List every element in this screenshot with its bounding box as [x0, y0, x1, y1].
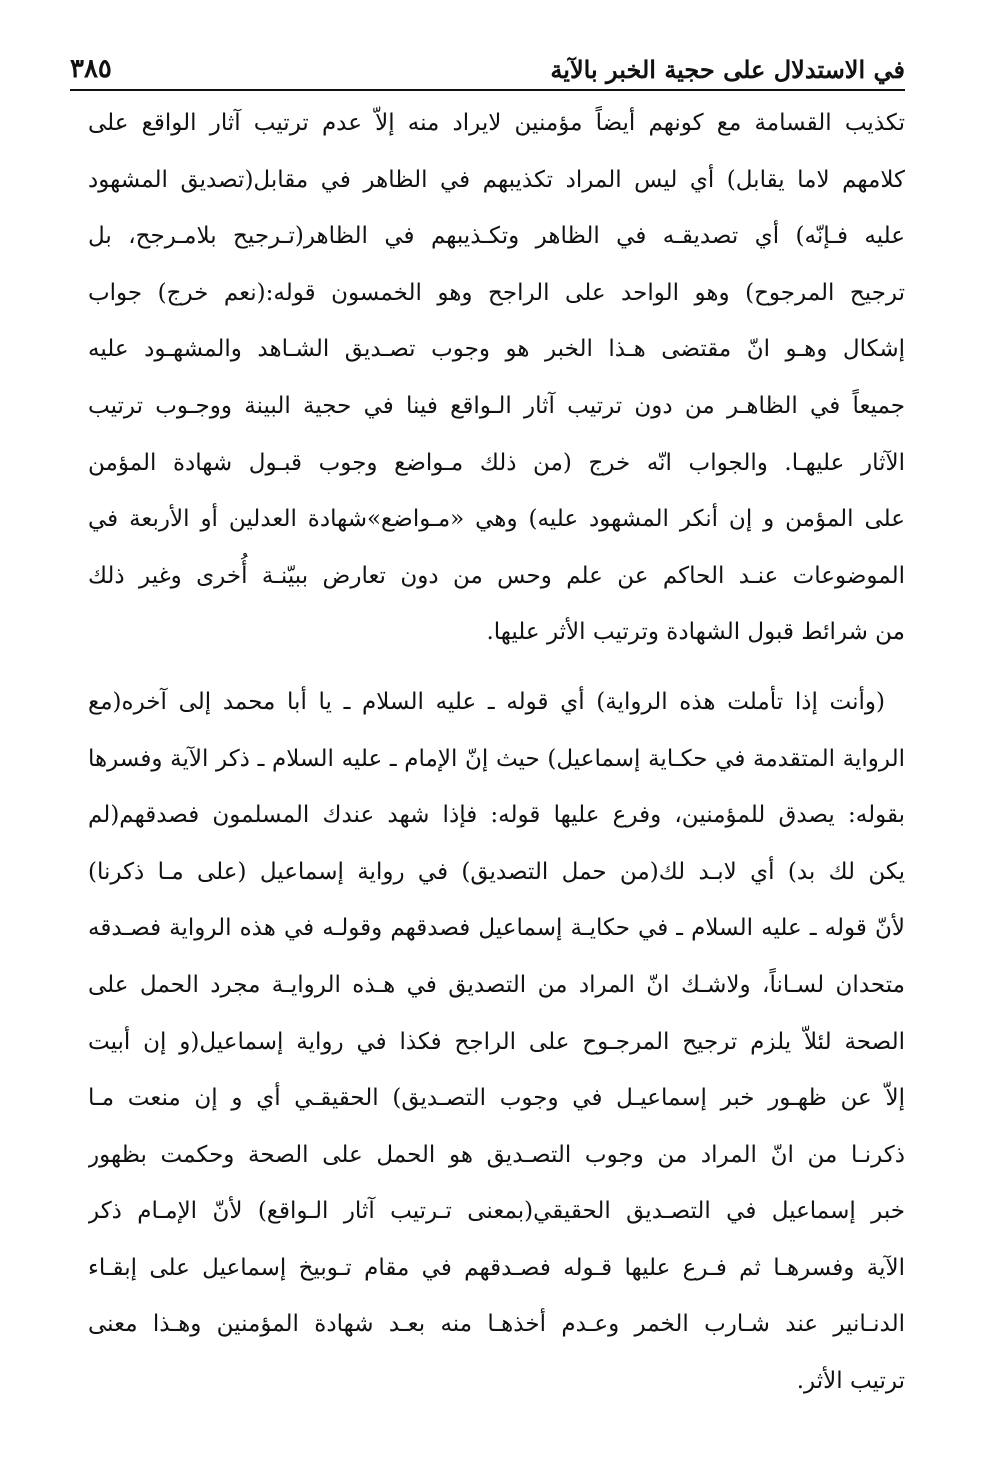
text-line: لأنّ قوله ـ عليه السلام ـ في حكايـة إسماعيل فصدقهم وقولـه في هذه الرواية فصـدقه	[88, 915, 905, 942]
text-line: الآية وفسرهـا ثم فـرع عليها قـوله فصـدقهم في مقام تـوبيخ إسماعيل على إبقـاء	[88, 1254, 905, 1281]
text-line: خبر إسماعيل في التصـديق الحقيقي(بمعنى تـرتيب آثار الـواقع) لأنّ الإمـام ذكر	[88, 1198, 905, 1225]
text-line: عليه فـإنّه) أي تصديقـه في الظاهر وتكـذيبهم في الظاهر(تـرجيح بلامـرجح، بل	[88, 223, 905, 250]
paragraph-gap	[88, 661, 905, 674]
text-line: ترجيح المرجوح) وهو الواحد على الراجح وهو الخمسون قوله:(نعم خرج) جواب	[88, 279, 905, 306]
text-line: متحدان لسـاناً، ولاشـك انّ المراد من التصديق في هـذه الروايـة مجرد الحمل على	[88, 971, 905, 998]
text-line: من شرائط قبول الشهادة وترتيب الأثر عليها.	[486, 619, 905, 646]
page-number: ٣٨٥	[70, 54, 112, 84]
text-line: ذكرنـا من انّ المراد من وجوب التصـديق هو الحمل على الصحة وحكمت بظهور	[88, 1141, 905, 1168]
text-line: الدنـانير عند شـارب الخمر وعـدم أخذهـا منه بعـد شهادة المؤمنين وهـذا معنى	[88, 1311, 905, 1338]
text-line: كلامهم لاما يقابل) أي ليس المراد تكذيبهم في الظاهر في مقابل(تصديق المشهود	[88, 166, 905, 193]
text-line: يكن لك بد) أي لابـد لك(من حمل التصديق) في رواية إسماعيل (على مـا ذكرنا)	[88, 858, 905, 885]
text-line: على المؤمن و إن أنكر المشهود عليه) وهي «مـواضع»شهادة العدلين أو الأربعة في	[88, 506, 905, 533]
text-line: ترتيب الأثر.	[796, 1368, 905, 1395]
text-line: الرواية المتقدمة في حكـاية إسماعيل) حيث إنّ الإمام ـ عليه السلام ـ ذكر الآية وفسرها	[88, 745, 905, 772]
text-line: تكذيب القسامة مع كونهم أيضاً مؤمنين لايراد منه إلاّ عدم ترتيب آثار الواقع على	[88, 110, 905, 136]
running-title: في الاستدلال على حجية الخبر بالآية	[550, 55, 905, 84]
page-header	[70, 40, 905, 84]
header-divider	[70, 89, 905, 91]
text-line: الصحة لئلاّ يلزم ترجيح المرجـوح على الراجح فكذا في رواية إسماعيل(و إن أبيت	[88, 1028, 905, 1055]
body-text	[88, 95, 905, 1410]
text-line: الموضوعات عنـد الحاكم عن علم وحس من دون تعارض ببيّنـة أُخرى وغير ذلك	[88, 562, 905, 589]
text-line: إشكال وهـو انّ مقتضى هـذا الخبر هو وجوب تصـديق الشـاهد والمشهـود عليه	[88, 336, 905, 363]
text-line: بقوله: يصدق للمؤمنين، وفرع عليها قوله: فإذا شهد عندك المسلمون فصدقهم(لم	[88, 802, 905, 829]
text-line: (وأنت إذا تأملت هذه الرواية) أي قوله ـ عليه السلام ـ يا أبا محمد إلى آخره(مع	[88, 688, 885, 715]
text-line: الآثار عليهـا. والجواب انّه خرج (من ذلك مـواضع وجوب قبـول شهادة المؤمن	[88, 449, 905, 476]
paragraph-1	[88, 95, 905, 661]
text-line: إلاّ عن ظهـور خبر إسماعيـل في وجوب التصـديق) الحقيقـي أي و إن منعت مـا	[88, 1085, 905, 1112]
text-line: جميعاً في الظاهـر من دون ترتيب آثار الـواقع فينا في حجية البينة ووجـوب ترتيب	[88, 392, 905, 419]
paragraph-2	[88, 674, 905, 1410]
